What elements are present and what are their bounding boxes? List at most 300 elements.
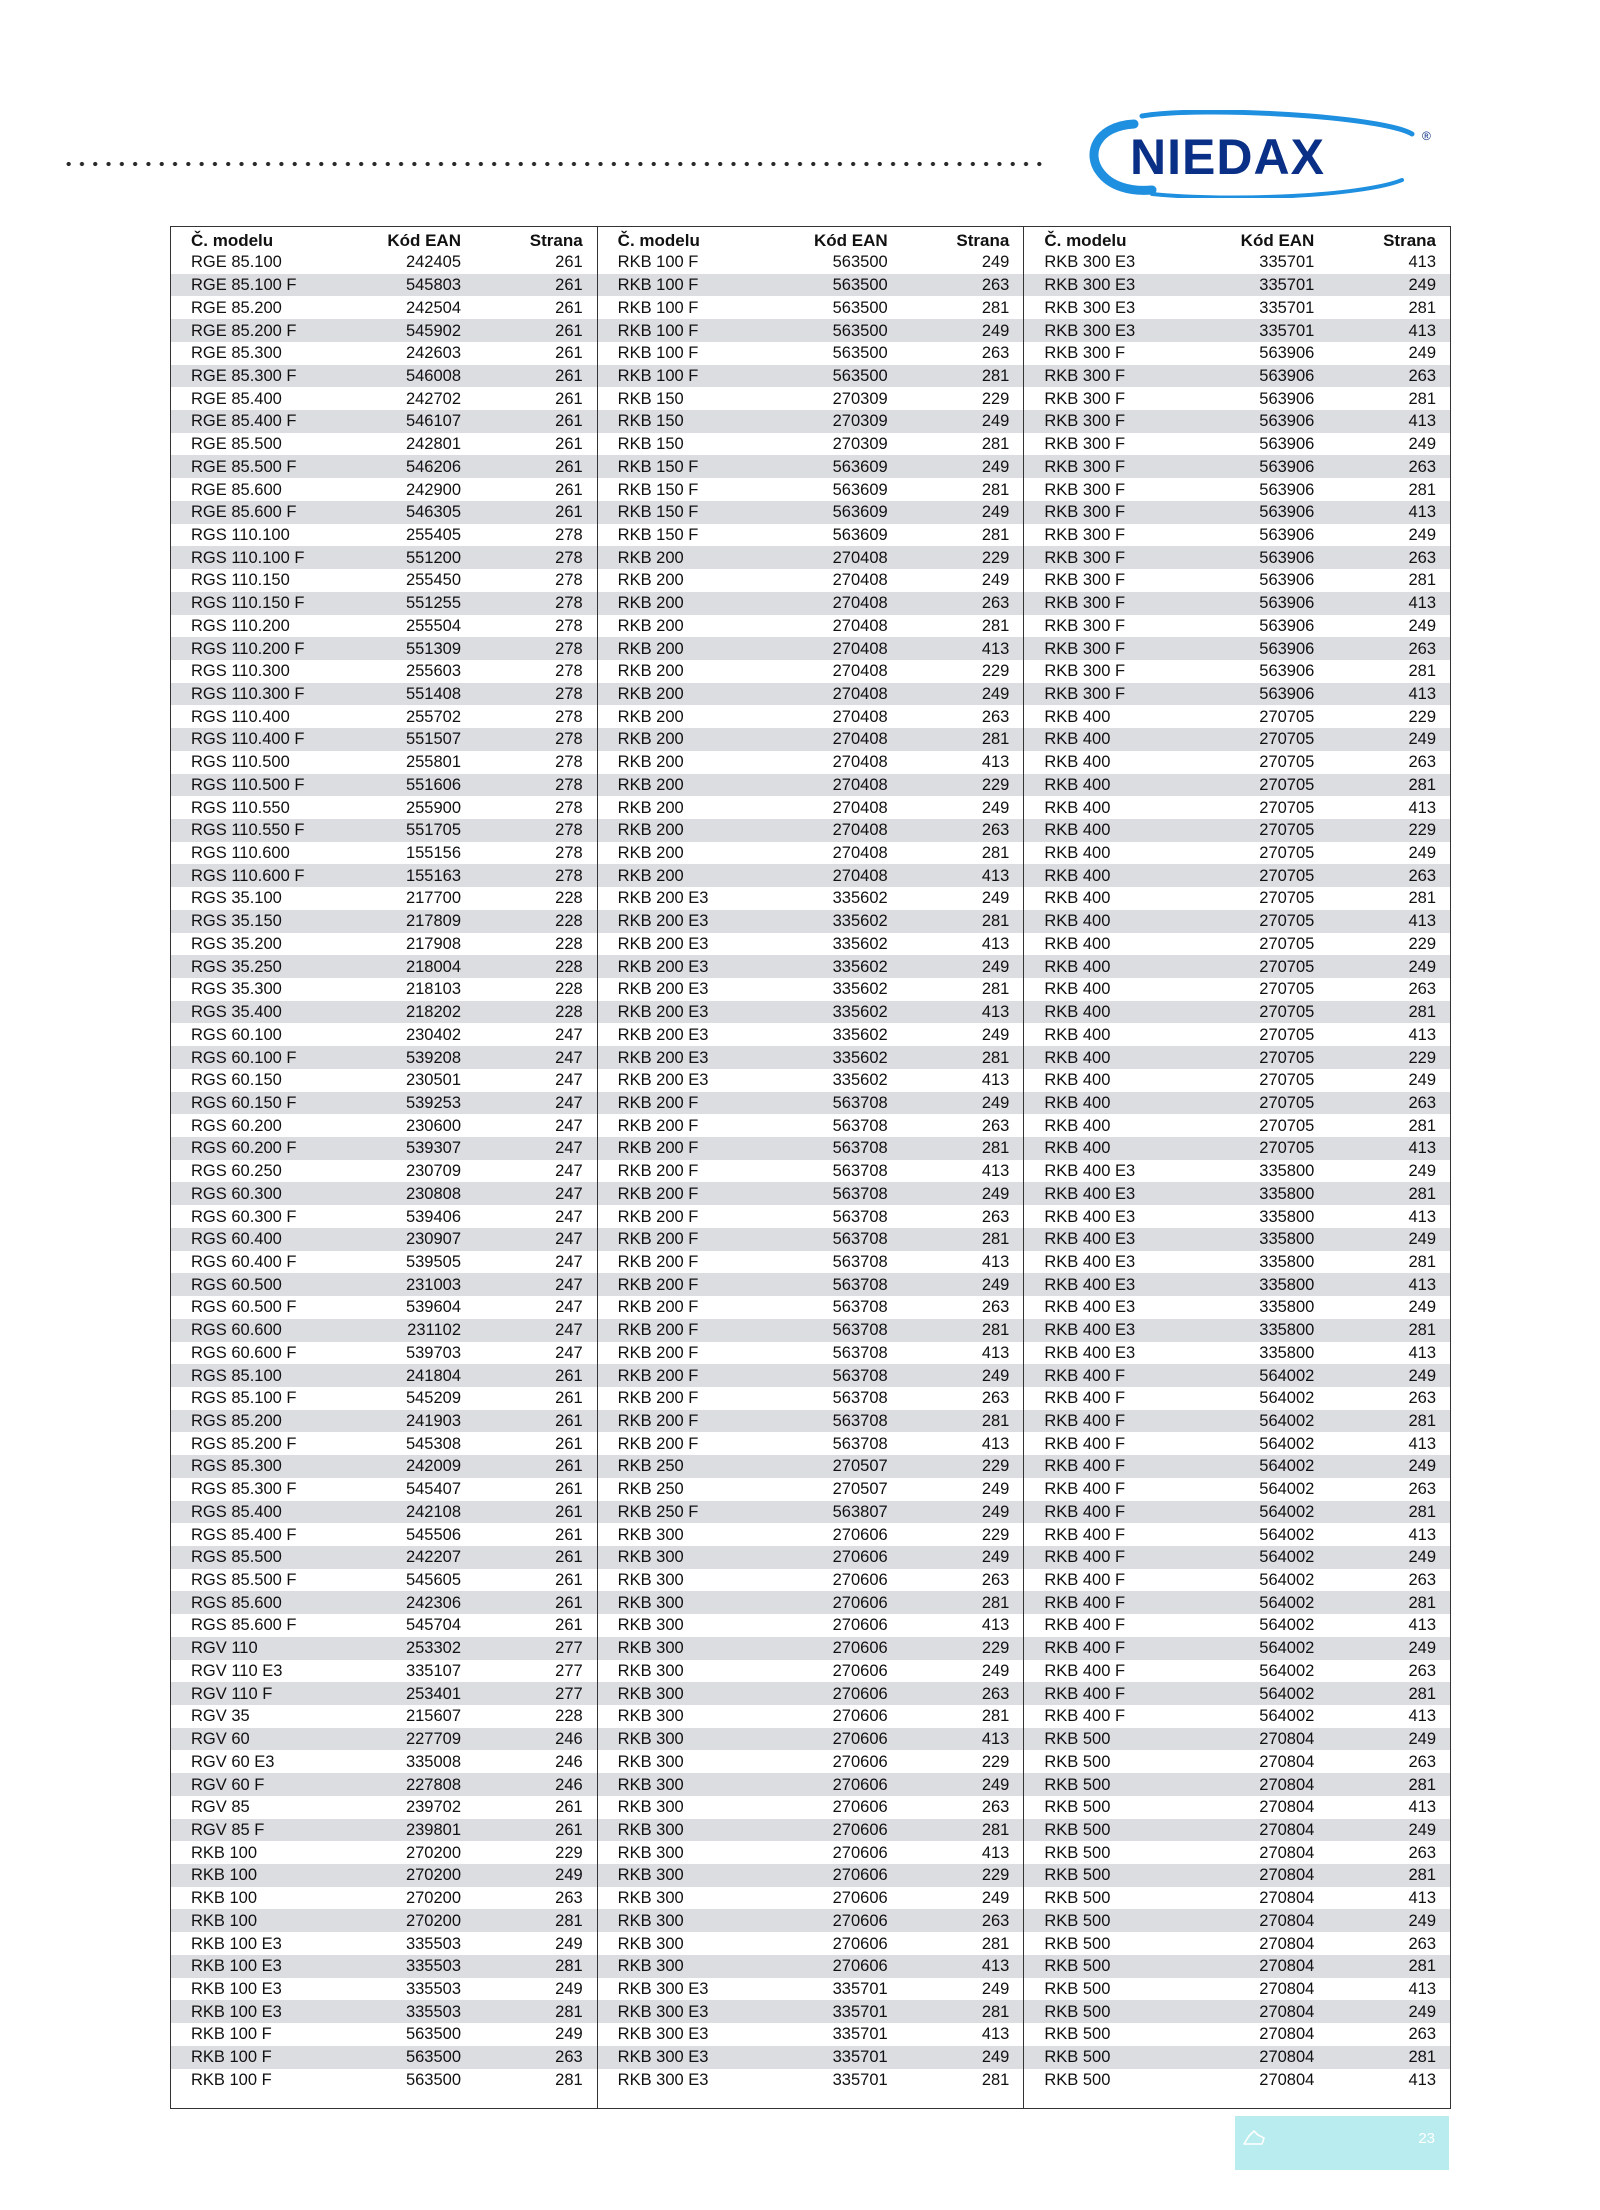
header-ean: Kód EAN bbox=[387, 231, 461, 250]
model-cell: RKB 500 bbox=[1044, 1934, 1111, 1953]
model-cell: RKB 100 bbox=[191, 1866, 258, 1885]
table-row bbox=[1024, 796, 1450, 819]
page-cell: 249 bbox=[981, 1366, 1010, 1385]
table-row bbox=[171, 569, 597, 592]
table-row bbox=[171, 1501, 597, 1524]
model-cell: RKB 200 E3 bbox=[617, 1048, 709, 1067]
ean-cell: 270606 bbox=[832, 1684, 888, 1703]
ean-cell: 270606 bbox=[832, 1843, 888, 1862]
page-cell: 229 bbox=[1408, 707, 1437, 726]
table-row bbox=[598, 1796, 1024, 1819]
page-cell: 278 bbox=[555, 594, 583, 613]
ean-cell: 230501 bbox=[405, 1071, 461, 1090]
table-row bbox=[171, 1887, 597, 1910]
page-cell: 261 bbox=[555, 480, 583, 499]
page-cell: 249 bbox=[981, 1184, 1010, 1203]
ean-cell: 215607 bbox=[405, 1707, 461, 1726]
page-cell: 263 bbox=[1408, 548, 1437, 567]
model-cell: RKB 300 bbox=[617, 1684, 684, 1703]
model-cell: RKB 300 bbox=[617, 1843, 684, 1862]
table-row bbox=[598, 1342, 1024, 1365]
table-row bbox=[598, 1069, 1024, 1092]
page-cell: 229 bbox=[981, 389, 1010, 408]
ean-cell: 270804 bbox=[1259, 1843, 1315, 1862]
page-cell: 281 bbox=[1408, 1593, 1437, 1612]
model-cell: RKB 400 E3 bbox=[1044, 1298, 1136, 1317]
ean-cell: 270309 bbox=[832, 435, 888, 454]
ean-cell: 335701 bbox=[1259, 276, 1315, 295]
table-row bbox=[598, 842, 1024, 865]
model-cell: RKB 500 bbox=[1044, 2048, 1111, 2067]
model-cell: RGS 60.600 bbox=[191, 1321, 282, 1340]
ean-cell: 564002 bbox=[1259, 1412, 1315, 1431]
table-row bbox=[1024, 615, 1450, 638]
ean-cell: 270606 bbox=[832, 1548, 888, 1567]
page-cell: 413 bbox=[1408, 412, 1437, 431]
page-cell: 261 bbox=[555, 1480, 583, 1499]
table-row bbox=[1024, 1478, 1450, 1501]
ean-cell: 564002 bbox=[1259, 1548, 1315, 1567]
table-row bbox=[1024, 1546, 1450, 1569]
page-cell: 249 bbox=[1408, 1639, 1437, 1658]
page-cell: 413 bbox=[1408, 321, 1437, 340]
table-row bbox=[1024, 1660, 1450, 1683]
page-cell: 263 bbox=[1408, 2025, 1437, 2044]
page-cell: 263 bbox=[981, 1798, 1010, 1817]
model-cell: RKB 100 E3 bbox=[191, 1934, 282, 1953]
ean-cell: 335800 bbox=[1259, 1343, 1315, 1362]
table-row bbox=[171, 955, 597, 978]
ean-cell: 270408 bbox=[832, 753, 888, 772]
page-cell: 413 bbox=[1408, 1025, 1437, 1044]
model-cell: RKB 400 F bbox=[1044, 1457, 1126, 1476]
table-row bbox=[171, 1364, 597, 1387]
table-row bbox=[1024, 1887, 1450, 1910]
model-cell: RKB 100 bbox=[191, 1889, 258, 1908]
page-cell: 263 bbox=[1408, 1571, 1437, 1590]
page-cell: 281 bbox=[1408, 298, 1437, 317]
ean-cell: 270705 bbox=[1259, 889, 1315, 908]
page-cell: 413 bbox=[981, 1071, 1010, 1090]
table-row bbox=[598, 433, 1024, 456]
model-cell: RGV 110 F bbox=[191, 1684, 273, 1703]
page-cell: 263 bbox=[1408, 1093, 1437, 1112]
table-row bbox=[1024, 751, 1450, 774]
ean-cell: 217700 bbox=[405, 889, 461, 908]
page-cell: 261 bbox=[555, 1412, 583, 1431]
model-cell: RKB 200 F bbox=[617, 1343, 699, 1362]
table-row bbox=[171, 1023, 597, 1046]
model-cell: RKB 250 bbox=[617, 1457, 684, 1476]
table-row bbox=[171, 1319, 597, 1342]
page-cell: 229 bbox=[981, 1866, 1010, 1885]
page-cell: 249 bbox=[1408, 1366, 1437, 1385]
page-cell: 281 bbox=[1408, 1502, 1437, 1521]
ean-cell: 563906 bbox=[1259, 435, 1315, 454]
table-row bbox=[598, 1932, 1024, 1955]
table-row bbox=[1024, 455, 1450, 478]
model-cell: RKB 400 E3 bbox=[1044, 1343, 1136, 1362]
table-row bbox=[171, 683, 597, 706]
page-cell: 413 bbox=[1408, 1525, 1437, 1544]
ean-cell: 563500 bbox=[832, 253, 888, 272]
page-cell: 413 bbox=[1408, 912, 1437, 931]
model-cell: RKB 150 F bbox=[617, 525, 699, 544]
model-cell: RGV 35 bbox=[191, 1707, 250, 1726]
table-row bbox=[598, 1114, 1024, 1137]
ean-cell: 270408 bbox=[832, 639, 888, 658]
page-cell: 281 bbox=[1408, 1957, 1437, 1976]
table-row bbox=[1024, 296, 1450, 319]
ean-cell: 564002 bbox=[1259, 1457, 1315, 1476]
table-row bbox=[171, 1273, 597, 1296]
ean-cell: 551705 bbox=[405, 821, 461, 840]
ean-cell: 230808 bbox=[405, 1184, 461, 1203]
ean-cell: 335701 bbox=[1259, 321, 1315, 340]
table-row bbox=[1024, 1273, 1450, 1296]
model-cell: RKB 150 bbox=[617, 435, 684, 454]
model-cell: RKB 300 F bbox=[1044, 616, 1126, 635]
page-cell: 281 bbox=[1408, 889, 1437, 908]
page-cell: 261 bbox=[555, 1593, 583, 1612]
model-cell: RGS 85.600 F bbox=[191, 1616, 297, 1635]
ean-cell: 270606 bbox=[832, 1752, 888, 1771]
ean-cell: 270705 bbox=[1259, 821, 1315, 840]
ean-cell: 270606 bbox=[832, 1707, 888, 1726]
table-row bbox=[1024, 728, 1450, 751]
model-cell: RKB 200 bbox=[617, 730, 684, 749]
page-cell: 278 bbox=[555, 685, 583, 704]
table-row bbox=[598, 1228, 1024, 1251]
model-cell: RGV 60 E3 bbox=[191, 1752, 275, 1771]
model-cell: RKB 200 bbox=[617, 662, 684, 681]
page-cell: 413 bbox=[1408, 1207, 1437, 1226]
table-row bbox=[1024, 637, 1450, 660]
model-cell: RKB 200 bbox=[617, 753, 684, 772]
model-cell: RKB 300 E3 bbox=[617, 2002, 709, 2021]
page-cell: 249 bbox=[981, 571, 1010, 590]
model-cell: RKB 200 F bbox=[617, 1184, 699, 1203]
page-cell: 249 bbox=[1408, 844, 1437, 863]
ean-cell: 539208 bbox=[405, 1048, 461, 1067]
table-row bbox=[598, 615, 1024, 638]
model-cell: RKB 200 bbox=[617, 594, 684, 613]
ean-cell: 563708 bbox=[832, 1207, 888, 1226]
page-cell: 281 bbox=[981, 980, 1010, 999]
ean-cell: 563906 bbox=[1259, 616, 1315, 635]
model-cell: RGV 110 bbox=[191, 1639, 258, 1658]
page-cell: 261 bbox=[555, 298, 583, 317]
ean-cell: 270408 bbox=[832, 548, 888, 567]
ean-cell: 270408 bbox=[832, 866, 888, 885]
model-cell: RKB 300 bbox=[617, 1889, 684, 1908]
ean-cell: 270804 bbox=[1259, 1798, 1315, 1817]
model-cell: RKB 300 bbox=[617, 1616, 684, 1635]
model-cell: RKB 400 F bbox=[1044, 1389, 1126, 1408]
page-cell: 281 bbox=[981, 2070, 1010, 2089]
table-row bbox=[1024, 1773, 1450, 1796]
ean-cell: 241903 bbox=[405, 1412, 461, 1431]
table-row bbox=[598, 819, 1024, 842]
model-cell: RGS 60.250 bbox=[191, 1162, 282, 1181]
table-row bbox=[171, 1228, 597, 1251]
model-cell: RGS 110.600 F bbox=[191, 866, 305, 885]
ean-cell: 270200 bbox=[405, 1843, 461, 1862]
model-cell: RKB 200 E3 bbox=[617, 1003, 709, 1022]
ean-cell: 270606 bbox=[832, 1957, 888, 1976]
model-cell: RGE 85.500 F bbox=[191, 457, 297, 476]
ean-cell: 242900 bbox=[405, 480, 461, 499]
ean-cell: 270804 bbox=[1259, 1911, 1315, 1930]
table-row bbox=[171, 728, 597, 751]
page-cell: 261 bbox=[555, 1434, 583, 1453]
model-cell: RGS 85.500 F bbox=[191, 1571, 297, 1590]
ean-cell: 563708 bbox=[832, 1434, 888, 1453]
model-cell: RKB 500 bbox=[1044, 1957, 1111, 1976]
page-cell: 261 bbox=[555, 412, 583, 431]
ean-cell: 563500 bbox=[832, 276, 888, 295]
ean-cell: 270606 bbox=[832, 1820, 888, 1839]
page-cell: 261 bbox=[555, 503, 583, 522]
table-row bbox=[171, 592, 597, 615]
ean-cell: 230709 bbox=[405, 1162, 461, 1181]
table-row bbox=[171, 1069, 597, 1092]
table-row bbox=[598, 933, 1024, 956]
table-row bbox=[598, 1887, 1024, 1910]
ean-cell: 270705 bbox=[1259, 1071, 1315, 1090]
ean-cell: 563708 bbox=[832, 1343, 888, 1362]
model-cell: RKB 400 E3 bbox=[1044, 1162, 1136, 1181]
table-row bbox=[1024, 1932, 1450, 1955]
model-cell: RKB 100 F bbox=[191, 2048, 272, 2067]
model-cell: RKB 400 bbox=[1044, 912, 1111, 931]
page-cell: 249 bbox=[981, 457, 1010, 476]
ean-cell: 563609 bbox=[832, 525, 888, 544]
table-row bbox=[1024, 1523, 1450, 1546]
table-row bbox=[1024, 1137, 1450, 1160]
ean-cell: 227808 bbox=[405, 1775, 461, 1794]
page-cell: 261 bbox=[555, 1798, 583, 1817]
ean-cell: 230402 bbox=[405, 1025, 461, 1044]
ean-cell: 546305 bbox=[405, 503, 461, 522]
page-cell: 249 bbox=[1408, 616, 1437, 635]
table-row bbox=[1024, 1114, 1450, 1137]
ean-cell: 230600 bbox=[405, 1116, 461, 1135]
model-cell: RKB 400 F bbox=[1044, 1684, 1126, 1703]
table-row bbox=[1024, 1364, 1450, 1387]
page-cell: 281 bbox=[1408, 1866, 1437, 1885]
table-row bbox=[598, 410, 1024, 433]
table-row bbox=[171, 274, 597, 297]
model-cell: RKB 400 bbox=[1044, 889, 1111, 908]
model-cell: RKB 300 bbox=[617, 1820, 684, 1839]
model-cell: RKB 400 bbox=[1044, 707, 1111, 726]
page-cell: 281 bbox=[981, 616, 1010, 635]
model-cell: RGS 35.150 bbox=[191, 912, 282, 931]
model-cell: RGS 60.200 bbox=[191, 1116, 282, 1135]
model-cell: RKB 100 F bbox=[617, 276, 699, 295]
ean-cell: 242603 bbox=[405, 344, 461, 363]
ean-cell: 563906 bbox=[1259, 594, 1315, 613]
ean-cell: 539253 bbox=[405, 1093, 461, 1112]
table-row bbox=[171, 455, 597, 478]
page-cell: 281 bbox=[981, 525, 1010, 544]
table-row bbox=[598, 2023, 1024, 2046]
table-row bbox=[1024, 1728, 1450, 1751]
ean-cell: 270606 bbox=[832, 1571, 888, 1590]
page-cell: 281 bbox=[1408, 1775, 1437, 1794]
page-cell: 249 bbox=[981, 2048, 1010, 2067]
table-row bbox=[598, 683, 1024, 706]
ean-cell: 242504 bbox=[405, 298, 461, 317]
model-cell: RKB 300 F bbox=[1044, 685, 1126, 704]
model-cell: RKB 200 E3 bbox=[617, 912, 709, 931]
table-row bbox=[1024, 387, 1450, 410]
table-row bbox=[171, 501, 597, 524]
page-cell: 247 bbox=[555, 1184, 583, 1203]
page-cell: 278 bbox=[555, 866, 583, 885]
ean-cell: 231003 bbox=[405, 1275, 461, 1294]
model-cell: RKB 100 F bbox=[617, 298, 699, 317]
page-cell: 263 bbox=[981, 1911, 1010, 1930]
page-cell: 281 bbox=[555, 2002, 583, 2021]
ean-cell: 545506 bbox=[405, 1525, 461, 1544]
table-row bbox=[598, 387, 1024, 410]
ean-cell: 545308 bbox=[405, 1434, 461, 1453]
ean-cell: 564002 bbox=[1259, 1661, 1315, 1680]
ean-cell: 270804 bbox=[1259, 1934, 1315, 1953]
table-row bbox=[1024, 1046, 1450, 1069]
table-row bbox=[598, 455, 1024, 478]
page-cell: 261 bbox=[555, 344, 583, 363]
model-cell: RKB 200 bbox=[617, 571, 684, 590]
model-cell: RKB 400 F bbox=[1044, 1661, 1126, 1680]
ean-cell: 270408 bbox=[832, 775, 888, 794]
model-cell: RGS 110.600 bbox=[191, 844, 290, 863]
page-cell: 413 bbox=[1408, 1616, 1437, 1635]
ean-cell: 270507 bbox=[832, 1457, 888, 1476]
ean-cell: 270408 bbox=[832, 707, 888, 726]
ean-cell: 539406 bbox=[405, 1207, 461, 1226]
table-row bbox=[171, 478, 597, 501]
page-cell: 281 bbox=[981, 1934, 1010, 1953]
ean-cell: 335800 bbox=[1259, 1275, 1315, 1294]
table-row bbox=[1024, 1682, 1450, 1705]
table-row bbox=[1024, 1023, 1450, 1046]
page-cell: 249 bbox=[1408, 1548, 1437, 1567]
model-cell: RGS 60.600 F bbox=[191, 1343, 297, 1362]
ean-cell: 270606 bbox=[832, 1616, 888, 1635]
ean-cell: 563906 bbox=[1259, 548, 1315, 567]
model-cell: RKB 400 E3 bbox=[1044, 1321, 1136, 1340]
table-row bbox=[1024, 910, 1450, 933]
model-cell: RKB 200 F bbox=[617, 1434, 699, 1453]
model-cell: RKB 200 F bbox=[617, 1366, 699, 1385]
table-row bbox=[171, 1001, 597, 1024]
table-row bbox=[598, 1205, 1024, 1228]
model-cell: RKB 200 bbox=[617, 844, 684, 863]
page-cell: 229 bbox=[981, 662, 1010, 681]
table-row bbox=[598, 1319, 1024, 1342]
page-cell: 261 bbox=[555, 389, 583, 408]
ean-cell: 255603 bbox=[405, 662, 461, 681]
ean-cell: 335602 bbox=[832, 1071, 888, 1090]
model-cell: RKB 400 bbox=[1044, 1003, 1111, 1022]
ean-cell: 563708 bbox=[832, 1298, 888, 1317]
model-cell: RGS 60.500 F bbox=[191, 1298, 297, 1317]
page-cell: 281 bbox=[1408, 389, 1437, 408]
page-cell: 249 bbox=[981, 1548, 1010, 1567]
page-cell: 278 bbox=[555, 753, 583, 772]
table-row bbox=[171, 1819, 597, 1842]
ean-cell: 335800 bbox=[1259, 1184, 1315, 1203]
ean-cell: 270804 bbox=[1259, 1730, 1315, 1749]
model-cell: RKB 300 E3 bbox=[617, 2025, 709, 2044]
table-row bbox=[171, 1182, 597, 1205]
ean-cell: 270705 bbox=[1259, 798, 1315, 817]
model-cell: RKB 100 E3 bbox=[191, 1957, 282, 1976]
ean-cell: 335602 bbox=[832, 1048, 888, 1067]
model-cell: RKB 200 F bbox=[617, 1116, 699, 1135]
page-cell: 261 bbox=[555, 1366, 583, 1385]
model-cell: RKB 500 bbox=[1044, 1775, 1111, 1794]
page-cell: 261 bbox=[555, 457, 583, 476]
model-cell: RGE 85.600 bbox=[191, 480, 282, 499]
table-row bbox=[171, 1092, 597, 1115]
model-cell: RKB 400 bbox=[1044, 1025, 1111, 1044]
model-cell: RKB 300 bbox=[617, 1798, 684, 1817]
page-cell: 263 bbox=[981, 1571, 1010, 1590]
ean-cell: 335602 bbox=[832, 1025, 888, 1044]
table-row bbox=[598, 978, 1024, 1001]
table-row bbox=[171, 365, 597, 388]
table-row bbox=[1024, 842, 1450, 865]
model-cell: RKB 200 F bbox=[617, 1275, 699, 1294]
page-cell: 277 bbox=[555, 1661, 583, 1680]
table-row bbox=[598, 910, 1024, 933]
ean-cell: 270606 bbox=[832, 1661, 888, 1680]
ean-cell: 270804 bbox=[1259, 1820, 1315, 1839]
page-cell: 278 bbox=[555, 730, 583, 749]
page-cell: 249 bbox=[981, 1889, 1010, 1908]
page-cell: 249 bbox=[1408, 435, 1437, 454]
page-cell: 263 bbox=[1408, 980, 1437, 999]
table-row bbox=[1024, 1001, 1450, 1024]
page-cell: 413 bbox=[1408, 2070, 1437, 2089]
model-cell: RKB 400 E3 bbox=[1044, 1252, 1136, 1271]
ean-cell: 253302 bbox=[405, 1639, 461, 1658]
page-cell: 281 bbox=[555, 2070, 583, 2089]
ean-cell: 270606 bbox=[832, 1889, 888, 1908]
ean-cell: 563708 bbox=[832, 1162, 888, 1181]
table-row bbox=[171, 1864, 597, 1887]
model-cell: RKB 100 E3 bbox=[191, 2002, 282, 2021]
table-row bbox=[1024, 819, 1450, 842]
table-row bbox=[598, 1432, 1024, 1455]
page-cell: 249 bbox=[1408, 1820, 1437, 1839]
table-row bbox=[1024, 1955, 1450, 1978]
model-cell: RKB 400 bbox=[1044, 775, 1111, 794]
model-cell: RKB 500 bbox=[1044, 1752, 1111, 1771]
table-row bbox=[1024, 1410, 1450, 1433]
model-cell: RKB 400 F bbox=[1044, 1366, 1126, 1385]
page-cell: 228 bbox=[555, 957, 583, 976]
model-cell: RGS 85.400 bbox=[191, 1502, 282, 1521]
model-cell: RGS 60.200 F bbox=[191, 1139, 297, 1158]
model-cell: RKB 200 F bbox=[617, 1298, 699, 1317]
model-cell: RKB 100 F bbox=[617, 366, 699, 385]
registered-mark: ® bbox=[1422, 129, 1431, 143]
